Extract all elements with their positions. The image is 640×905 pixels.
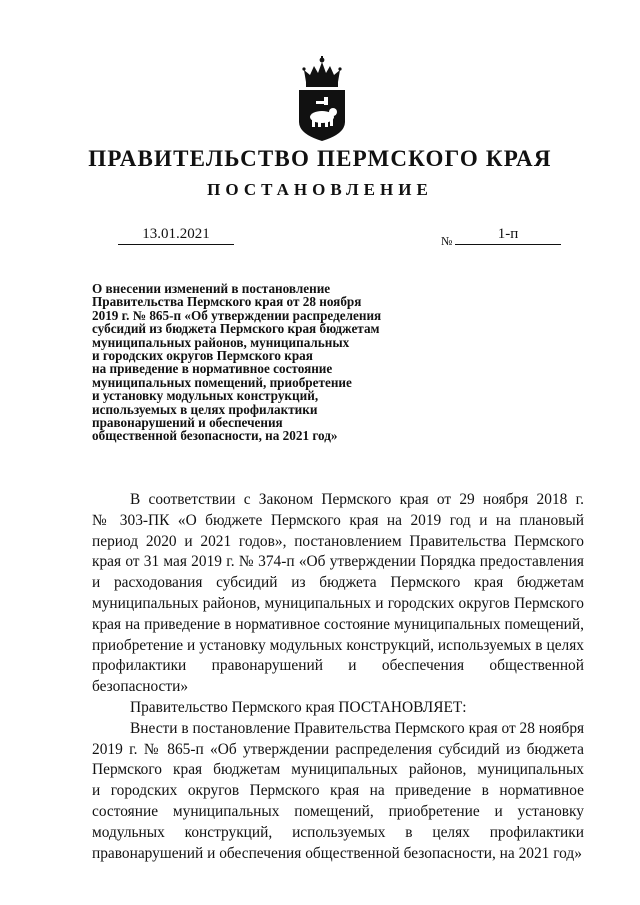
document-number: 1-п bbox=[455, 226, 561, 245]
title-line: Правительства Пермского края от 28 ноября bbox=[92, 294, 362, 310]
text-line: правонарушений и обеспечения общественной безопасности, на 2021 год» bbox=[92, 844, 582, 862]
title-line: используемых в целях профилактики bbox=[92, 401, 318, 417]
text-line: муниципальных районов, муниципальных и городских округов Пермского bbox=[92, 594, 584, 612]
operative-paragraph bbox=[92, 719, 584, 865]
title-line: общественной безопасности, на 2021 год» bbox=[92, 428, 338, 444]
text-line: 2019 г. № 865-п «Об утверждении распределения субсидий из бюджета bbox=[92, 740, 584, 758]
text-line: № 303-ПК «О бюджете Пермского края на 2019 год и на плановый bbox=[92, 511, 584, 529]
text-line: период 2020 и 2021 годов», постановлением Правительства Пермского bbox=[92, 532, 584, 550]
title-line: и установку модульных конструкций, bbox=[92, 388, 319, 404]
text-line: и городских округов Пермского края на приведение в нормативное bbox=[92, 782, 584, 800]
resolution-title bbox=[92, 282, 442, 443]
document-body bbox=[92, 490, 584, 864]
title-line: 2019 г. № 865-п «Об утверждении распределения bbox=[92, 307, 382, 323]
document-date: 13.01.2021 bbox=[118, 226, 234, 245]
text-line: безопасности» bbox=[92, 678, 189, 696]
text-line: приобретение и установку модульных конструкций, используемых в целях bbox=[92, 636, 584, 654]
text-line: состояние муниципальных помещений, приобретение и установку bbox=[92, 802, 584, 820]
text-line: края от 31 мая 2019 г. № 374-п «Об утверждении Порядка предоставления bbox=[92, 553, 584, 571]
title-line: муниципальных помещений, приобретение bbox=[92, 374, 352, 390]
number-sign: № bbox=[441, 234, 453, 248]
coat-of-arms-icon bbox=[296, 56, 348, 142]
document-type: ПОСТАНОВЛЕНИЕ bbox=[207, 180, 433, 199]
title-line: на приведение в нормативное состояние bbox=[92, 361, 333, 377]
text-line: В соответствии с Законом Пермского края от 29 ноября 2018 г. bbox=[130, 491, 584, 508]
text-line: Пермского края бюджетам муниципальных районов, муниципальных bbox=[92, 761, 584, 779]
title-line: субсидий из бюджета Пермского края бюджетам bbox=[92, 321, 380, 337]
title-line: О внесении изменений в постановление bbox=[92, 281, 331, 296]
text-line: и расходования субсидий из бюджета Пермского края бюджетам bbox=[92, 574, 584, 592]
text-line: края на приведение в нормативное состояние муниципальных помещений, bbox=[92, 615, 584, 633]
title-line: и городских округов Пермского края bbox=[92, 348, 313, 364]
preamble-paragraph bbox=[92, 490, 584, 698]
title-line: правонарушений и обеспечения bbox=[92, 415, 283, 431]
text-line: Внести в постановление Правительства Пермского края от 28 ноября bbox=[130, 719, 585, 737]
text-line: модульных конструкций, используемых в целях профилактики bbox=[92, 823, 584, 841]
resolves-statement: Правительство Пермского края ПОСТАНОВЛЯЕТ: bbox=[130, 698, 467, 716]
title-line: муниципальных районов, муниципальных bbox=[92, 334, 350, 350]
text-line: профилактики правонарушений и обеспечения общественной bbox=[92, 657, 584, 675]
government-title: ПРАВИТЕЛЬСТВО ПЕРМСКОГО КРАЯ bbox=[88, 146, 552, 171]
